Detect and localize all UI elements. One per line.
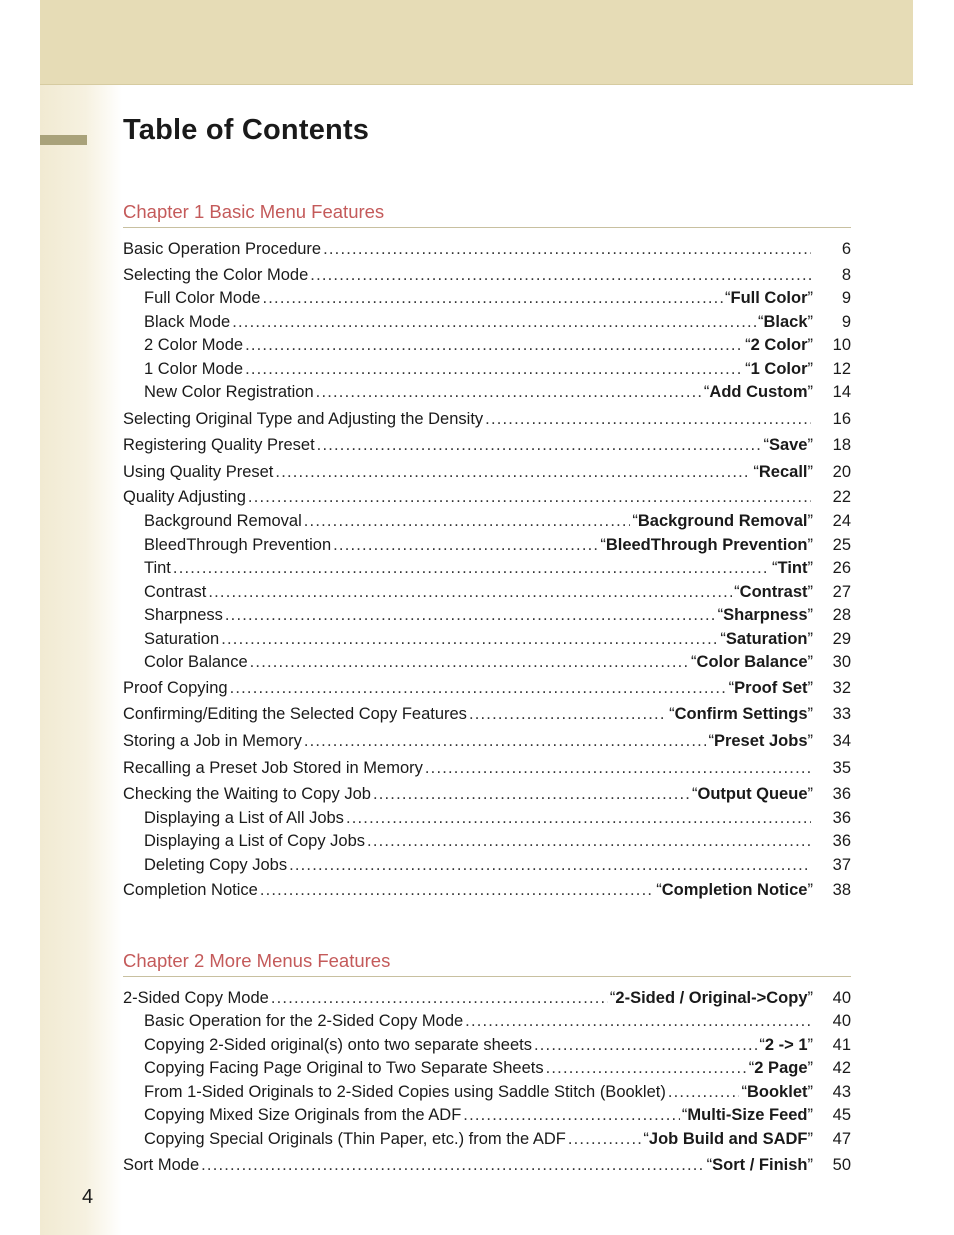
dot-leader — [485, 410, 811, 429]
dot-leader — [304, 732, 707, 751]
toc-entry-key: “Contrast” — [734, 583, 813, 601]
toc-entry[interactable] — [123, 240, 851, 262]
toc-entry[interactable] — [144, 856, 851, 878]
dot-leader — [346, 809, 811, 828]
toc-entry-title: BleedThrough Prevention — [144, 536, 332, 554]
toc-entry-key: “1 Color” — [745, 360, 813, 378]
toc-entry-title: Displaying a List of All Jobs — [144, 809, 344, 827]
dot-leader — [221, 630, 718, 649]
toc-entry-title: 2 Color Mode — [144, 336, 244, 354]
toc-entry-page: 22 — [832, 488, 851, 506]
toc-entry-title: Storing a Job in Memory — [123, 732, 302, 750]
toc-entry-page: 30 — [832, 653, 851, 671]
toc-entry-key-label: Sharpness — [723, 606, 808, 624]
toc-entry-title: From 1-Sided Originals to 2-Sided Copies using Saddle Stitch (Booklet) — [144, 1083, 666, 1101]
toc-entry[interactable] — [144, 1012, 851, 1034]
toc-entry-title: Basic Operation for the 2-Sided Copy Mode — [144, 1012, 464, 1030]
toc-entry-title: Tint — [144, 559, 171, 577]
toc-entry-title: Registering Quality Preset — [123, 436, 315, 454]
toc-entry-title: Copying Mixed Size Originals from the ADF — [144, 1106, 462, 1124]
toc-entry[interactable] — [144, 360, 851, 382]
toc-entry-key-label: Save — [768, 436, 808, 454]
toc-entry-key: “Completion Notice” — [656, 881, 813, 899]
toc-entry-key: “Add Custom” — [703, 383, 813, 401]
toc-entry-title: Displaying a List of Copy Jobs — [144, 832, 366, 850]
toc-entry-title: Completion Notice — [123, 881, 258, 899]
toc-entry[interactable] — [123, 759, 851, 781]
toc-entry-key: “BleedThrough Prevention” — [600, 536, 813, 554]
toc-entry-page: 36 — [832, 785, 851, 803]
toc-entry-key-label: Multi-Size Feed — [687, 1106, 808, 1124]
dot-leader — [469, 705, 667, 724]
toc-entry[interactable] — [144, 630, 851, 652]
toc-entry-key-label: Booklet — [746, 1083, 808, 1101]
toc-entry[interactable] — [123, 410, 851, 432]
toc-entry[interactable] — [123, 463, 851, 485]
toc-entry-page: 27 — [832, 583, 851, 601]
dot-leader — [248, 488, 811, 507]
toc-entry-title: Confirming/Editing the Selected Copy Features — [123, 705, 467, 723]
toc-entry-key-label: Full Color — [730, 289, 808, 307]
toc-entry-title: Sort Mode — [123, 1156, 200, 1174]
dot-leader — [316, 383, 702, 402]
dot-leader — [208, 583, 732, 602]
toc-entry-key: “Sharpness” — [717, 606, 813, 624]
toc-entry-page: 10 — [832, 336, 851, 354]
toc-entry-key: “Job Build and SADF” — [643, 1130, 813, 1148]
toc-entry[interactable] — [123, 785, 851, 807]
dot-leader — [317, 436, 762, 455]
dot-leader — [275, 463, 751, 482]
toc-entry[interactable] — [144, 1083, 851, 1105]
toc-entry-page: 9 — [841, 289, 851, 307]
toc-entry-page: 28 — [832, 606, 851, 624]
toc-entry-title: Copying 2-Sided original(s) onto two separate sheets — [144, 1036, 532, 1054]
toc-entry-title: Saturation — [144, 630, 220, 648]
dot-leader — [568, 1130, 642, 1149]
toc-entry[interactable] — [123, 679, 851, 701]
toc-entry-title: New Color Registration — [144, 383, 314, 401]
toc-entry-page: 36 — [832, 809, 851, 827]
toc-entry-key-label: 2-Sided / Original->Copy — [615, 989, 808, 1007]
toc-entry[interactable] — [144, 606, 851, 628]
dot-leader — [230, 679, 727, 698]
toc-entry-key: “2 -> 1” — [759, 1036, 813, 1054]
toc-entry-title: Checking the Waiting to Copy Job — [123, 785, 371, 803]
dot-leader — [225, 606, 716, 625]
toc-entry-page: 20 — [832, 463, 851, 481]
toc-entry-key: “Background Removal” — [632, 512, 813, 530]
toc-entry-page: 40 — [832, 989, 851, 1007]
toc-entry-key-label: Preset Jobs — [713, 732, 808, 750]
toc-entry-title: 1 Color Mode — [144, 360, 244, 378]
toc-entry[interactable] — [144, 832, 851, 854]
toc-entry-page: 50 — [832, 1156, 851, 1174]
toc-entry-page: 16 — [832, 410, 851, 428]
toc-entry-page: 14 — [832, 383, 851, 401]
toc-entry-page: 32 — [832, 679, 851, 697]
dot-leader — [271, 989, 608, 1008]
toc-entry[interactable] — [123, 436, 851, 458]
toc-entry-key: “Black” — [757, 313, 813, 331]
toc-entry[interactable] — [144, 1130, 851, 1152]
side-strip — [40, 0, 122, 1235]
toc-entry-key-label: Confirm Settings — [674, 705, 808, 723]
toc-entry-key: “Output Queue” — [692, 785, 813, 803]
toc-entry-key: “Saturation” — [720, 630, 813, 648]
dot-leader — [289, 856, 811, 875]
toc-entry-page: 24 — [832, 512, 851, 530]
toc-entry-page: 35 — [832, 759, 851, 777]
toc-entry-page: 42 — [832, 1059, 851, 1077]
dot-leader — [333, 536, 598, 555]
toc-entry-title: Recalling a Preset Job Stored in Memory — [123, 759, 423, 777]
toc-entry[interactable] — [144, 583, 851, 605]
toc-entry-page: 37 — [832, 856, 851, 874]
toc-entry[interactable] — [144, 536, 851, 558]
toc-entry-page: 29 — [832, 630, 851, 648]
toc-entry-title: Color Balance — [144, 653, 248, 671]
toc-entry-key: “Proof Set” — [728, 679, 813, 697]
dot-leader — [373, 785, 690, 804]
dot-leader — [668, 1083, 740, 1102]
toc-entry[interactable] — [123, 881, 851, 903]
toc-entry-key-label: 2 -> 1 — [764, 1036, 808, 1054]
dot-leader — [245, 360, 743, 379]
dot-leader — [323, 240, 811, 259]
toc-entry-key: “2 Color” — [745, 336, 813, 354]
toc-entry-key: “Multi-Size Feed” — [681, 1106, 813, 1124]
dot-leader — [534, 1036, 757, 1055]
toc-entry[interactable] — [144, 289, 851, 311]
toc-entry-page: 34 — [832, 732, 851, 750]
toc-entry[interactable] — [144, 1036, 851, 1058]
toc-entry-page: 41 — [832, 1036, 851, 1054]
toc-entry[interactable] — [144, 313, 851, 335]
header-band — [40, 0, 913, 85]
toc-entry-title: Basic Operation Procedure — [123, 240, 322, 258]
toc-entry-key-label: Output Queue — [697, 785, 808, 803]
toc-entry-page: 33 — [832, 705, 851, 723]
toc-entry-page: 12 — [832, 360, 851, 378]
page-number: 4 — [82, 1186, 94, 1208]
toc-entry-page: 8 — [841, 266, 851, 284]
dot-leader — [250, 653, 689, 672]
toc-entry-page: 45 — [832, 1106, 851, 1124]
toc-entry-key-label: Tint — [777, 559, 808, 577]
toc-entry-page: 43 — [832, 1083, 851, 1101]
toc-entry[interactable] — [123, 732, 851, 754]
title-marker — [40, 135, 87, 145]
toc-entry-key: “Booklet” — [741, 1083, 813, 1101]
toc-entry-title: Copying Special Originals (Thin Paper, etc.) from the ADF — [144, 1130, 566, 1148]
toc-entry-page: 18 — [832, 436, 851, 454]
dot-leader — [201, 1156, 705, 1175]
dot-leader — [304, 512, 631, 531]
dot-leader — [260, 881, 654, 900]
toc-entry-key: “Confirm Settings” — [669, 705, 813, 723]
toc-entry[interactable] — [144, 383, 851, 405]
toc-entry-title: Copying Facing Page Original to Two Separate Sheets — [144, 1059, 544, 1077]
chapter-1-heading: Chapter 1 Basic Menu Features — [123, 201, 851, 228]
chapter-2-heading: Chapter 2 More Menus Features — [123, 950, 851, 977]
toc-entry[interactable] — [123, 989, 851, 1011]
toc-entry-key: “Preset Jobs” — [708, 732, 813, 750]
toc-entry-page: 26 — [832, 559, 851, 577]
page-title: Table of Contents — [123, 114, 370, 146]
toc-entry[interactable] — [144, 512, 851, 534]
toc-entry-key-label: Saturation — [725, 630, 808, 648]
toc-entry-key-label: Sort / Finish — [712, 1156, 808, 1174]
toc-entry-title: Quality Adjusting — [123, 488, 246, 506]
toc-entry-page: 36 — [832, 832, 851, 850]
toc-entry-key: “Color Balance” — [691, 653, 813, 671]
dot-leader — [546, 1059, 747, 1078]
toc-entry-title: Sharpness — [144, 606, 223, 624]
toc-entry-key-label: 2 Page — [754, 1059, 808, 1077]
toc-entry-key-label: Job Build and SADF — [648, 1130, 808, 1148]
toc-entry-key-label: Black — [763, 313, 808, 331]
dot-leader — [173, 559, 770, 578]
toc-entry-key-label: 2 Color — [750, 336, 808, 354]
toc-entry-page: 38 — [832, 881, 851, 899]
toc-entry-key: “Sort / Finish” — [706, 1156, 813, 1174]
toc-entry-key: “Tint” — [772, 559, 813, 577]
toc-entry-title: Selecting Original Type and Adjusting the Density — [123, 410, 484, 428]
toc-entry-key-label: Color Balance — [696, 653, 808, 671]
toc-entry-page: 25 — [832, 536, 851, 554]
toc-entry-key: “2-Sided / Original->Copy” — [609, 989, 813, 1007]
toc-entry-title: Selecting the Color Mode — [123, 266, 309, 284]
dot-leader — [425, 759, 811, 778]
toc-entry-title: Background Removal — [144, 512, 302, 530]
toc-entry-key: “2 Page” — [748, 1059, 813, 1077]
toc-entry[interactable] — [144, 653, 851, 675]
toc-entry-page: 9 — [841, 313, 851, 331]
toc-entry-title: Contrast — [144, 583, 207, 601]
toc-entry[interactable] — [144, 1106, 851, 1128]
dot-leader — [232, 313, 756, 332]
toc-entry-key-label: Background Removal — [637, 512, 808, 530]
toc-entry[interactable] — [123, 266, 851, 288]
toc-entry-page: 6 — [841, 240, 851, 258]
toc-entry-title: Full Color Mode — [144, 289, 261, 307]
toc-entry-key: “Save” — [763, 436, 813, 454]
toc-entry-key-label: 1 Color — [750, 360, 808, 378]
toc-entry-title: Proof Copying — [123, 679, 228, 697]
toc-entry-key-label: Add Custom — [709, 383, 808, 401]
toc-entry-title: Using Quality Preset — [123, 463, 274, 481]
toc-entry-page: 40 — [832, 1012, 851, 1030]
dot-leader — [367, 832, 811, 851]
dot-leader — [310, 266, 811, 285]
dot-leader — [465, 1012, 811, 1031]
toc-entry-key-label: Recall — [758, 463, 808, 481]
toc-entry[interactable] — [144, 1059, 851, 1081]
toc-entry-key-label: Completion Notice — [661, 881, 808, 899]
toc-entry-key-label: BleedThrough Prevention — [605, 536, 808, 554]
toc-entry[interactable] — [144, 559, 851, 581]
toc-entry-title: Deleting Copy Jobs — [144, 856, 288, 874]
toc-entry[interactable] — [144, 336, 851, 358]
toc-entry-key: “Full Color” — [725, 289, 813, 307]
toc-entry-page: 47 — [832, 1130, 851, 1148]
toc-entry[interactable] — [123, 705, 851, 727]
toc-entry-title: 2-Sided Copy Mode — [123, 989, 269, 1007]
toc-entry-key-label: Proof Set — [734, 679, 808, 697]
toc-entry-key-label: Contrast — [739, 583, 808, 601]
toc-entry-key: “Recall” — [753, 463, 813, 481]
toc-entry[interactable] — [123, 1156, 851, 1178]
dot-leader — [245, 336, 743, 355]
toc-entry-title: Black Mode — [144, 313, 231, 331]
toc-entry[interactable] — [144, 809, 851, 831]
toc-entry[interactable] — [123, 488, 851, 510]
dot-leader — [262, 289, 723, 308]
dot-leader — [463, 1106, 680, 1125]
